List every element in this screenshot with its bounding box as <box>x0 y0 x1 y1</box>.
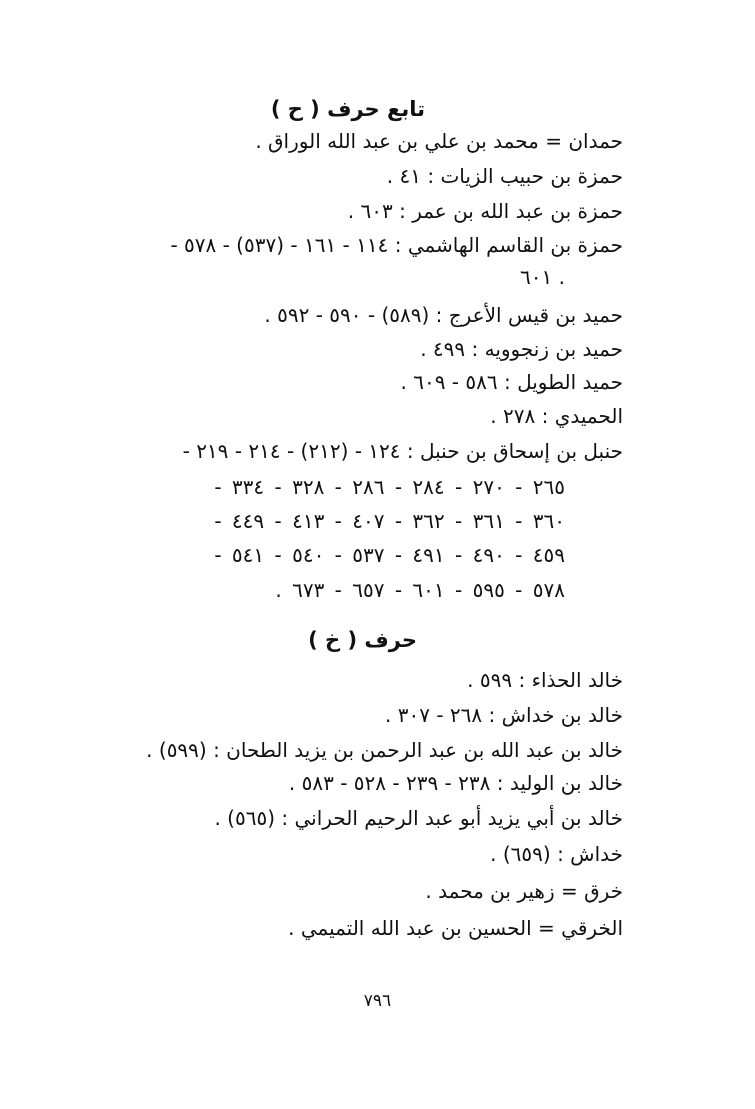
page-number: ٧٩٦ <box>363 991 392 1011</box>
index-entry-continuation: ٢٦٥ - ٢٧٠ - ٢٨٤ - ٢٨٦ - ٣٢٨ - ٣٣٤ - <box>214 475 565 499</box>
index-entry: خالد بن أبي يزيد أبو عبد الرحيم الحراني : (٥٦٥) . <box>214 806 623 830</box>
index-entry: حميد الطويل : ٥٨٦ - ٦٠٩ . <box>400 370 623 394</box>
index-entry: خالد بن الوليد : ٢٣٨ - ٢٣٩ - ٥٢٨ - ٥٨٣ . <box>288 771 623 795</box>
index-entry: حنبل بن إسحاق بن حنبل : ١٢٤ - (٢١٢) - ٢١٤ - ٢١٩ - <box>182 439 623 463</box>
index-entry: خرق = زهير بن محمد . <box>425 879 623 903</box>
index-entry-continuation: ٦٠١ . <box>520 265 565 289</box>
index-entry: حمزة بن حبيب الزيات : ٤١ . <box>386 164 623 188</box>
index-entry-continuation: ٣٦٠ - ٣٦١ - ٣٦٢ - ٤٠٧ - ٤١٣ - ٤٤٩ - <box>214 509 565 533</box>
index-entry: خالد بن عبد الله بن عبد الرحمن بن يزيد الطحان : (٥٩٩) . <box>146 738 623 762</box>
index-entry: حمزة بن القاسم الهاشمي : ١١٤ - ١٦١ - (٥٣٧) - ٥٧٨ - <box>170 233 623 257</box>
index-entry: الخرقي = الحسين بن عبد الله التميمي . <box>288 916 623 940</box>
index-entry: خالد الحذاء : ٥٩٩ . <box>467 668 623 692</box>
index-entry-continuation: ٤٥٩ - ٤٩٠ - ٤٩١ - ٥٣٧ - ٥٤٠ - ٥٤١ - <box>214 543 565 567</box>
index-entry: الحميدي : ٢٧٨ . <box>490 404 623 428</box>
section-heading-kha: حرف ( خ ) <box>308 628 417 652</box>
index-entry: حمزة بن عبد الله بن عمر : ٦٠٣ . <box>347 199 623 223</box>
index-entry: حميد بن زنجوويه : ٤٩٩ . <box>420 337 623 361</box>
index-entry: حمدان = محمد بن علي بن عبد الله الوراق . <box>255 129 623 153</box>
index-entry-continuation: ٥٧٨ - ٥٩٥ - ٦٠١ - ٦٥٧ - ٦٧٣ . <box>275 578 565 602</box>
index-entry: خداش : (٦٥٩) . <box>490 842 623 866</box>
section-heading-ha: تابع حرف ( ح ) <box>270 97 425 121</box>
index-entry: حميد بن قيس الأعرج : (٥٨٩) - ٥٩٠ - ٥٩٢ . <box>264 303 623 327</box>
index-entry: خالد بن خداش : ٢٦٨ - ٣٠٧ . <box>385 703 623 727</box>
